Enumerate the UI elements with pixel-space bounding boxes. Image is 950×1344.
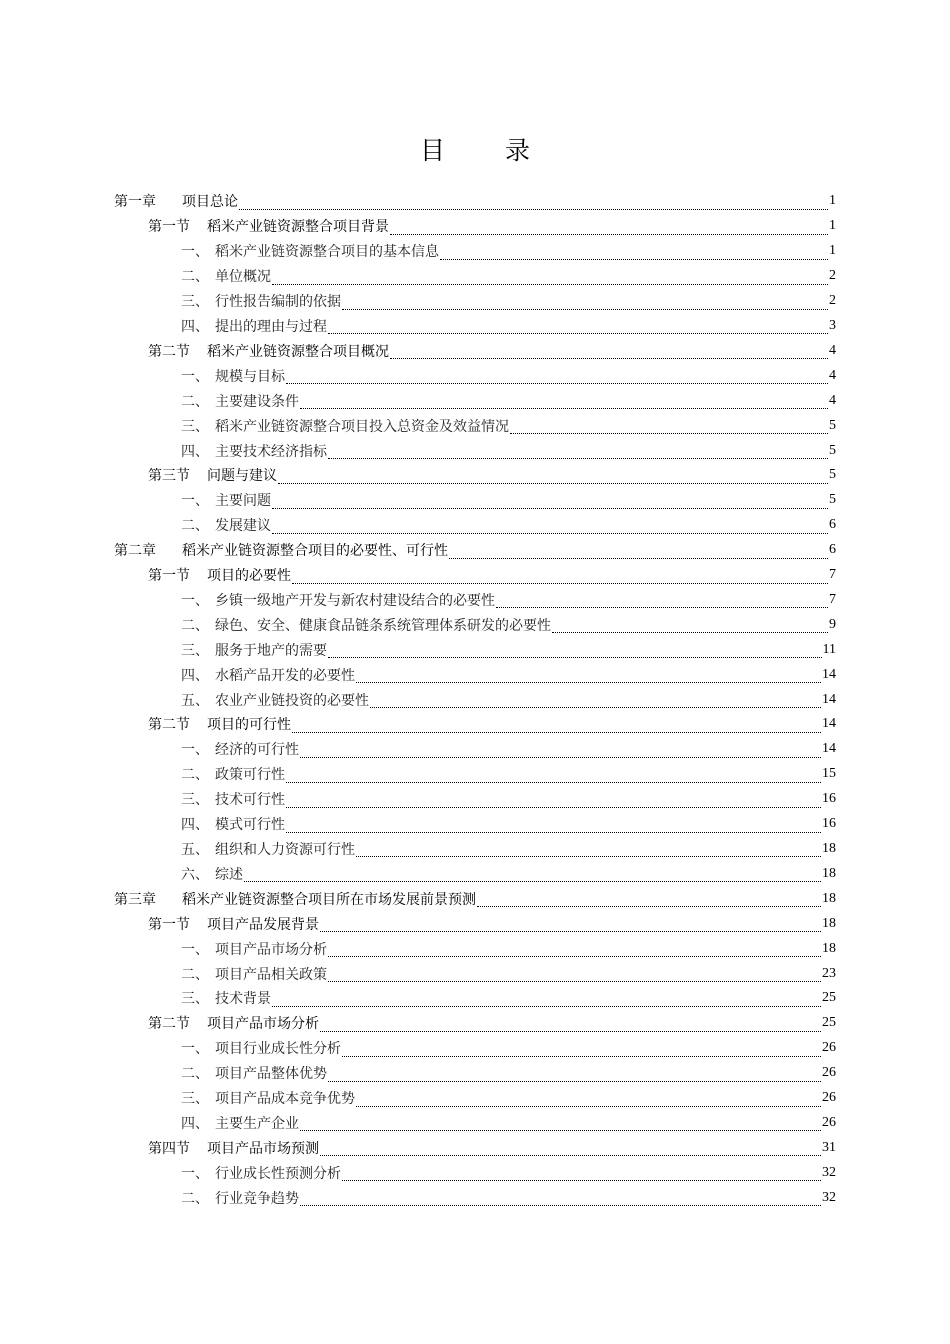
toc-dot-leader <box>286 376 828 388</box>
toc-entry-title: 单位概况 <box>215 269 271 286</box>
toc-entry-title: 发展建议 <box>215 518 271 535</box>
toc-dot-leader <box>278 476 828 488</box>
toc-page-number: 14 <box>822 666 836 682</box>
toc-dot-leader <box>328 650 822 662</box>
page-title: 目 录 <box>420 136 556 165</box>
toc-subsection-entry[interactable] <box>114 1086 836 1111</box>
toc-page-number: 5 <box>829 417 836 433</box>
toc-dot-leader <box>292 576 828 588</box>
toc-entry-number: 第二节 <box>148 1016 190 1033</box>
toc-entry-number: 四、 <box>181 1115 209 1132</box>
toc-entry-number: 二、 <box>181 518 209 535</box>
toc-section-entry[interactable] <box>114 338 836 363</box>
toc-subsection-entry[interactable] <box>114 986 836 1011</box>
toc-entry-title: 项目产品发展背景 <box>207 916 319 933</box>
toc-dot-leader <box>239 202 828 214</box>
toc-dot-leader <box>390 227 828 239</box>
toc-page-number: 18 <box>822 940 836 956</box>
toc-dot-leader <box>496 600 828 612</box>
toc-page-number: 4 <box>829 342 836 358</box>
toc-dot-leader <box>300 1123 821 1135</box>
toc-chapter-entry[interactable] <box>114 189 836 214</box>
toc-entry-number: 二、 <box>181 393 209 410</box>
toc-subsection-entry[interactable] <box>114 787 836 812</box>
toc-entry-number: 第一节 <box>148 219 190 236</box>
toc-entry-title: 规模与目标 <box>215 368 285 385</box>
toc-dot-leader <box>286 800 821 812</box>
toc-entry-number: 三、 <box>181 294 209 311</box>
toc-subsection-entry[interactable] <box>114 861 836 886</box>
toc-page-number: 2 <box>829 268 836 284</box>
toc-dot-leader <box>342 302 828 314</box>
toc-entry-number: 五、 <box>181 692 209 709</box>
toc-dot-leader <box>356 675 821 687</box>
toc-entry-number: 二、 <box>181 1066 209 1083</box>
toc-entry-title: 项目产品成本竞争优势 <box>215 1091 355 1108</box>
toc-page-number: 18 <box>822 841 836 857</box>
toc-entry-title: 政策可行性 <box>215 767 285 784</box>
toc-dot-leader <box>440 252 828 264</box>
toc-entry-title: 项目产品市场预测 <box>207 1140 319 1157</box>
toc-page-number: 14 <box>822 691 836 707</box>
toc-page-number: 26 <box>822 1114 836 1130</box>
toc-page-number: 7 <box>829 567 836 583</box>
toc-page-number: 6 <box>829 517 836 533</box>
toc-page-number: 31 <box>822 1139 836 1155</box>
toc-subsection-entry[interactable] <box>114 289 836 314</box>
toc-dot-leader <box>286 775 821 787</box>
toc-dot-leader <box>300 1198 821 1210</box>
toc-subsection-entry[interactable] <box>114 961 836 986</box>
toc-entry-number: 一、 <box>181 941 209 958</box>
toc-entry-title: 稻米产业链资源整合项目的基本信息 <box>215 244 439 261</box>
toc-entry-number: 二、 <box>181 966 209 983</box>
toc-entry-number: 三、 <box>181 642 209 659</box>
toc-entry-number: 第三章 <box>114 891 156 908</box>
toc-page-number: 6 <box>829 542 836 558</box>
toc-subsection-entry[interactable] <box>114 388 836 413</box>
toc-entry-number: 二、 <box>181 617 209 634</box>
toc-subsection-entry[interactable] <box>114 837 836 862</box>
toc-subsection-entry[interactable] <box>114 662 836 687</box>
toc-entry-number: 三、 <box>181 991 209 1008</box>
toc-chapter-entry[interactable] <box>114 886 836 911</box>
toc-page-number: 15 <box>822 766 836 782</box>
toc-entry-number: 三、 <box>181 418 209 435</box>
toc-entry-title: 技术背景 <box>215 991 271 1008</box>
toc-page-number: 26 <box>822 1090 836 1106</box>
toc-entry-number: 第一章 <box>114 194 156 211</box>
toc-dot-leader <box>342 1173 821 1185</box>
toc-entry-title: 项目的可行性 <box>207 717 291 734</box>
toc-subsection-entry[interactable] <box>114 812 836 837</box>
toc-dot-leader <box>286 825 821 837</box>
toc-page-number: 26 <box>822 1040 836 1056</box>
toc-page-number: 18 <box>822 890 836 906</box>
toc-entry-title: 主要技术经济指标 <box>215 443 327 460</box>
toc-entry-title: 问题与建议 <box>207 468 277 485</box>
toc-entry-title: 项目产品相关政策 <box>215 966 327 983</box>
toc-subsection-entry[interactable] <box>114 1036 836 1061</box>
toc-subsection-entry[interactable] <box>114 687 836 712</box>
toc-page-number: 18 <box>822 865 836 881</box>
toc-entry-number: 四、 <box>181 667 209 684</box>
toc-dot-leader <box>328 1074 821 1086</box>
toc-subsection-entry[interactable] <box>114 737 836 762</box>
toc-page-number: 14 <box>822 716 836 732</box>
toc-page-number: 1 <box>829 193 836 209</box>
toc-entry-title: 经济的可行性 <box>215 742 299 759</box>
toc-entry-title: 行性报告编制的依据 <box>215 294 341 311</box>
toc-entry-title: 主要问题 <box>215 493 271 510</box>
toc-subsection-entry[interactable] <box>114 363 836 388</box>
toc-subsection-entry[interactable] <box>114 936 836 961</box>
toc-entry-number: 一、 <box>181 493 209 510</box>
toc-entry-number: 第二节 <box>148 343 190 360</box>
toc-entry-title: 技术可行性 <box>215 792 285 809</box>
toc-entry-number: 第一节 <box>148 568 190 585</box>
toc-entry-number: 四、 <box>181 318 209 335</box>
toc-subsection-entry[interactable] <box>114 588 836 613</box>
toc-entry-number: 一、 <box>181 244 209 261</box>
toc-page-number: 18 <box>822 915 836 931</box>
toc-page-number: 14 <box>822 741 836 757</box>
toc-entry-title: 行业成长性预测分析 <box>215 1165 341 1182</box>
toc-dot-leader <box>272 526 828 538</box>
toc-section-entry[interactable] <box>114 712 836 737</box>
toc-section-entry[interactable] <box>114 563 836 588</box>
toc-page-number: 1 <box>829 218 836 234</box>
toc-dot-leader <box>272 999 821 1011</box>
toc-page-number: 5 <box>829 492 836 508</box>
toc-subsection-entry[interactable] <box>114 1111 836 1136</box>
toc-dot-leader <box>272 501 828 513</box>
toc-page-number: 32 <box>822 1189 836 1205</box>
toc-dot-leader <box>370 700 821 712</box>
toc-entry-title: 行业竞争趋势 <box>215 1190 299 1207</box>
toc-subsection-entry[interactable] <box>114 612 836 637</box>
toc-entry-title: 服务于地产的需要 <box>215 642 327 659</box>
toc-section-entry[interactable] <box>114 1011 836 1036</box>
toc-dot-leader <box>328 451 828 463</box>
toc-dot-leader <box>328 949 821 961</box>
toc-subsection-entry[interactable] <box>114 488 836 513</box>
toc-entry-number: 第二节 <box>148 717 190 734</box>
toc-section-entry[interactable] <box>114 463 836 488</box>
toc-entry-number: 一、 <box>181 1165 209 1182</box>
toc-entry-title: 项目产品市场分析 <box>207 1016 319 1033</box>
toc-subsection-entry[interactable] <box>114 239 836 264</box>
toc-subsection-entry[interactable] <box>114 314 836 339</box>
toc-dot-leader <box>292 725 821 737</box>
toc-entry-number: 第一节 <box>148 916 190 933</box>
toc-dot-leader <box>320 924 821 936</box>
toc-dot-leader <box>320 1024 821 1036</box>
toc-entry-number: 第二章 <box>114 543 156 560</box>
toc-entry-title: 稻米产业链资源整合项目概况 <box>207 343 389 360</box>
toc-entry-title: 提出的理由与过程 <box>215 318 327 335</box>
toc-entry-title: 乡镇一级地产开发与新农村建设结合的必要性 <box>215 592 495 609</box>
toc-page-number: 2 <box>829 293 836 309</box>
toc-dot-leader <box>300 401 828 413</box>
toc-entry-number: 三、 <box>181 1091 209 1108</box>
toc-section-entry[interactable] <box>114 1135 836 1160</box>
toc-entry-title: 稻米产业链资源整合项目投入总资金及效益情况 <box>215 418 509 435</box>
toc-entry-number: 一、 <box>181 592 209 609</box>
toc-entry-number: 二、 <box>181 767 209 784</box>
toc-page-number: 9 <box>829 616 836 632</box>
toc-page-number: 1 <box>829 243 836 259</box>
toc-subsection-entry[interactable] <box>114 637 836 662</box>
toc-dot-leader <box>510 426 828 438</box>
toc-dot-leader <box>552 625 828 637</box>
toc-entry-number: 一、 <box>181 368 209 385</box>
toc-dot-leader <box>449 551 828 563</box>
toc-entry-title: 主要生产企业 <box>215 1115 299 1132</box>
toc-page-number: 25 <box>822 1015 836 1031</box>
toc-entry-title: 农业产业链投资的必要性 <box>215 692 369 709</box>
toc-entry-title: 稻米产业链资源整合项目所在市场发展前景预测 <box>182 891 476 908</box>
toc-entry-title: 主要建设条件 <box>215 393 299 410</box>
toc-entry-number: 三、 <box>181 792 209 809</box>
toc-dot-leader <box>244 874 821 886</box>
toc-entry-number: 四、 <box>181 817 209 834</box>
toc-page-number: 5 <box>829 442 836 458</box>
toc-page-number: 4 <box>829 367 836 383</box>
toc-dot-leader <box>356 1099 821 1111</box>
toc-page-number: 26 <box>822 1065 836 1081</box>
toc-dot-leader <box>328 974 821 986</box>
toc-subsection-entry[interactable] <box>114 762 836 787</box>
toc-section-entry[interactable] <box>114 911 836 936</box>
toc-dot-leader <box>477 899 821 911</box>
toc-subsection-entry[interactable] <box>114 513 836 538</box>
toc-page-number: 11 <box>822 641 836 657</box>
toc-entry-number: 四、 <box>181 443 209 460</box>
toc-chapter-entry[interactable] <box>114 538 836 563</box>
toc-subsection-entry[interactable] <box>114 413 836 438</box>
toc-entry-number: 第四节 <box>148 1140 190 1157</box>
toc-entry-number: 一、 <box>181 1041 209 1058</box>
toc-subsection-entry[interactable] <box>114 438 836 463</box>
toc-entry-number: 第三节 <box>148 468 190 485</box>
toc-dot-leader <box>390 351 828 363</box>
toc-entry-title: 稻米产业链资源整合项目背景 <box>207 219 389 236</box>
toc-page-number: 3 <box>829 317 836 333</box>
toc-dot-leader <box>342 1049 821 1061</box>
toc-dot-leader <box>356 849 821 861</box>
toc-entry-title: 项目产品市场分析 <box>215 941 327 958</box>
toc-subsection-entry[interactable] <box>114 264 836 289</box>
toc-section-entry[interactable] <box>114 214 836 239</box>
toc-entry-title: 水稻产品开发的必要性 <box>215 667 355 684</box>
toc-page-number: 7 <box>829 591 836 607</box>
toc-entry-title: 组织和人力资源可行性 <box>215 842 355 859</box>
toc-page-number: 25 <box>822 990 836 1006</box>
toc-entry-number: 五、 <box>181 842 209 859</box>
toc-page-number: 23 <box>822 965 836 981</box>
toc-entry-number: 六、 <box>181 866 209 883</box>
toc-subsection-entry[interactable] <box>114 1061 836 1086</box>
toc-entry-title: 项目行业成长性分析 <box>215 1041 341 1058</box>
toc-subsection-entry[interactable] <box>114 1160 836 1185</box>
table-of-contents <box>114 189 836 1210</box>
toc-dot-leader <box>272 277 828 289</box>
toc-entry-number: 一、 <box>181 742 209 759</box>
toc-page-number: 4 <box>829 392 836 408</box>
toc-entry-title: 项目的必要性 <box>207 568 291 585</box>
toc-entry-title: 项目总论 <box>182 194 238 211</box>
toc-entry-number: 二、 <box>181 1190 209 1207</box>
toc-entry-title: 综述 <box>215 866 243 883</box>
toc-entry-title: 模式可行性 <box>215 817 285 834</box>
toc-subsection-entry[interactable] <box>114 1185 836 1210</box>
toc-page-number: 32 <box>822 1164 836 1180</box>
toc-dot-leader <box>300 750 821 762</box>
toc-entry-title: 项目产品整体优势 <box>215 1066 327 1083</box>
toc-dot-leader <box>320 1148 821 1160</box>
toc-dot-leader <box>328 326 828 338</box>
toc-page-number: 16 <box>822 816 836 832</box>
toc-entry-title: 稻米产业链资源整合项目的必要性、可行性 <box>182 543 448 560</box>
toc-page-number: 5 <box>829 467 836 483</box>
toc-entry-number: 二、 <box>181 269 209 286</box>
toc-entry-title: 绿色、安全、健康食品链条系统管理体系研发的必要性 <box>215 617 551 634</box>
toc-page-number: 16 <box>822 791 836 807</box>
